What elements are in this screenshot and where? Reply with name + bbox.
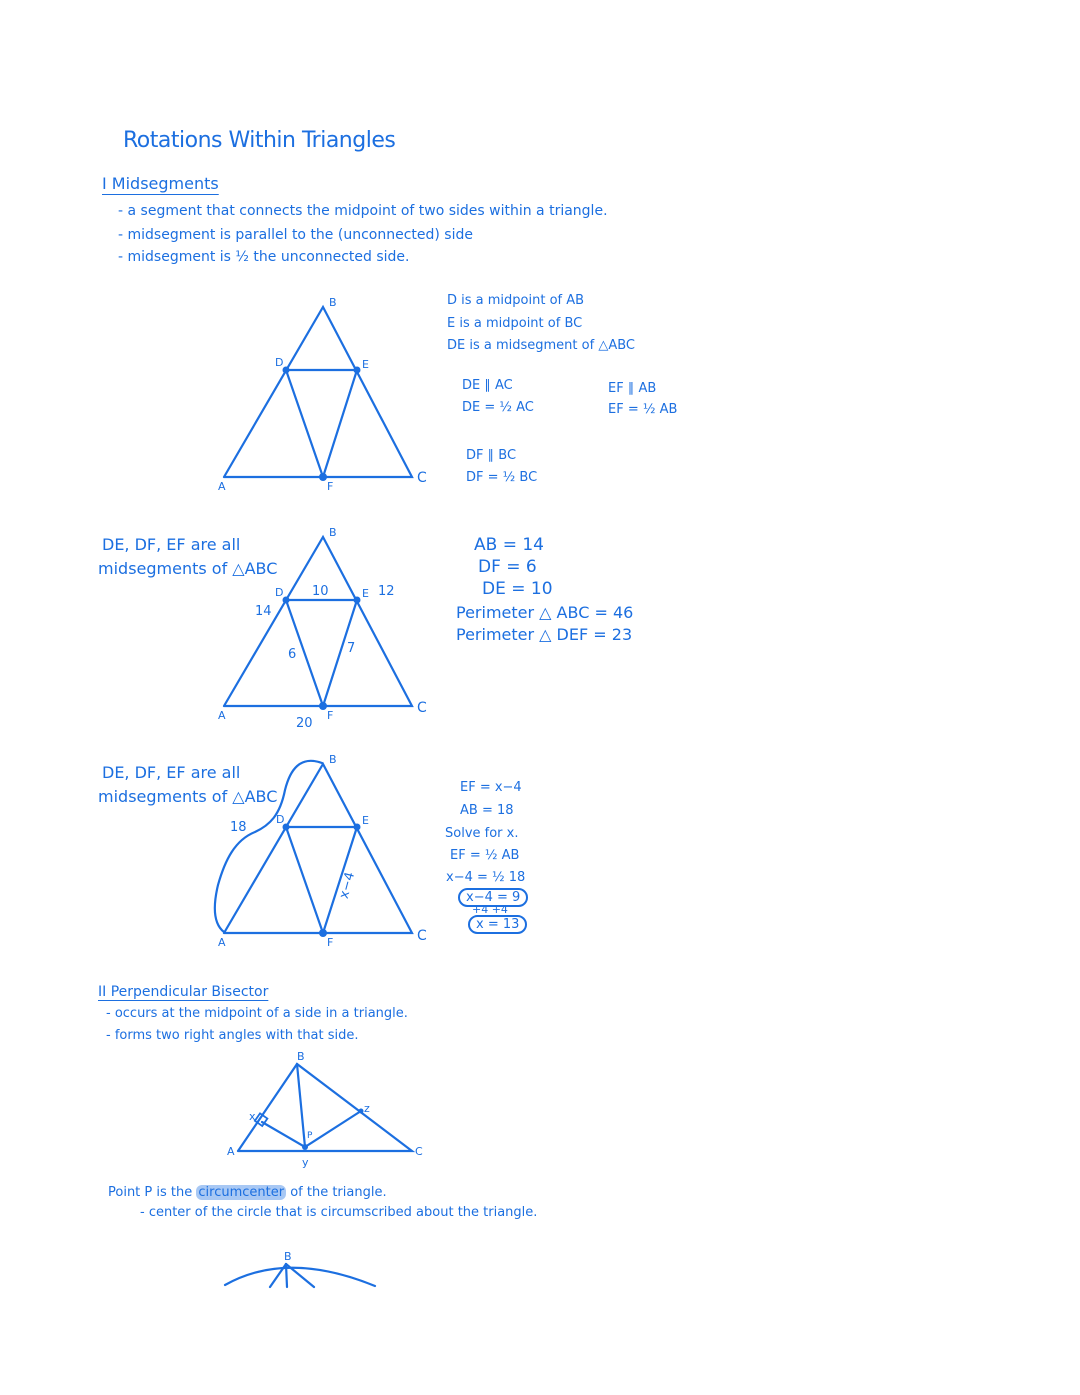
measure-de: 10	[312, 584, 329, 599]
point-label-p: P	[307, 1131, 313, 1141]
highlighted-term-circumcenter: circumcenter	[198, 1185, 285, 1200]
work-line-2: AB = 18	[460, 803, 514, 818]
vertex-label-c: C	[415, 1145, 423, 1158]
measure-ab: 18	[230, 820, 247, 835]
point-label-y: y	[302, 1156, 309, 1169]
bullet-parallel: - midsegment is parallel to the (unconnected) side	[118, 227, 473, 243]
vertex-label-a: A	[218, 936, 226, 949]
work-line-7: +4 +4	[472, 903, 508, 916]
vertex-label-c: C	[417, 928, 427, 944]
vertex-label-b: B	[284, 1250, 292, 1263]
work-line-5: x−4 = ½ 18	[446, 870, 526, 885]
triangle-figure-1	[224, 307, 412, 481]
perimeter-abc: Perimeter △ ABC = 46	[456, 603, 634, 622]
point-label-z: z	[364, 1102, 370, 1115]
measure-ef: x−4	[336, 870, 359, 901]
measure-ef: 7	[347, 641, 356, 656]
bullet-midpoint: - occurs at the midpoint of a side in a triangle.	[106, 1006, 408, 1021]
note-e-midpoint: E is a midpoint of BC	[447, 316, 583, 331]
vertex-label-c: C	[417, 700, 427, 716]
section-heading-perpendicular-bisector: II Perpendicular Bisector	[98, 984, 269, 1000]
vertex-label-a: A	[218, 480, 226, 493]
caption-midsegments-1: DE, DF, EF are all	[102, 763, 241, 782]
page-title: Rotations Within Triangles	[123, 128, 396, 153]
note-de-midsegment: DE is a midsegment of △ABC	[447, 338, 635, 353]
vertex-label-b: B	[329, 526, 337, 539]
fact-ef-half: EF = ½ AB	[608, 402, 678, 417]
section-heading-midsegments: I Midsegments	[102, 174, 219, 193]
bullet-half: - midsegment is ½ the unconnected side.	[118, 249, 410, 265]
work-line-1: EF = x−4	[460, 780, 522, 795]
caption-midsegments-2: midsegments of △ABC	[98, 787, 278, 806]
work-line-4: EF = ½ AB	[450, 848, 520, 863]
vertex-label-b: B	[329, 753, 337, 766]
vertex-label-d: D	[275, 586, 284, 599]
note-d-midpoint: D is a midpoint of AB	[447, 293, 585, 308]
vertex-label-c: C	[417, 470, 427, 486]
vertex-label-e: E	[362, 358, 369, 371]
fact-de-half: DE = ½ AC	[462, 400, 534, 415]
fact-de-parallel: DE ∥ AC	[462, 378, 513, 393]
vertex-label-b: B	[297, 1050, 305, 1063]
measure-df: 6	[288, 647, 297, 662]
vertex-label-b: B	[329, 296, 337, 309]
answer-x: x = 13	[468, 915, 527, 934]
given-ab: AB = 14	[474, 535, 544, 555]
circumcenter-definition: - center of the circle that is circumscribed about the triangle.	[140, 1205, 538, 1220]
vertex-label-f: F	[327, 936, 334, 949]
fact-df-half: DF = ½ BC	[466, 470, 538, 485]
work-line-3: Solve for x.	[445, 826, 519, 841]
vertex-label-a: A	[227, 1145, 235, 1158]
vertex-label-f: F	[327, 709, 334, 722]
caption-midsegments-1: DE, DF, EF are all	[102, 535, 241, 554]
measure-eb: 12	[378, 584, 395, 599]
vertex-label-e: E	[362, 587, 369, 600]
triangle-figure-4	[238, 1064, 412, 1151]
perimeter-def: Perimeter △ DEF = 23	[456, 625, 633, 644]
measure-ac: 20	[296, 716, 313, 731]
partial-figure-5	[225, 1264, 375, 1287]
measure-ad: 14	[255, 604, 272, 619]
vertex-label-f: F	[327, 480, 334, 493]
bullet-right-angles: - forms two right angles with that side.	[106, 1028, 359, 1043]
note-suffix: of the triangle.	[286, 1185, 387, 1200]
bullet-definition: - a segment that connects the midpoint of two sides within a triangle.	[118, 203, 608, 219]
given-df: DF = 6	[478, 557, 537, 577]
circumcenter-note	[108, 1185, 387, 1200]
fact-df-parallel: DF ∥ BC	[466, 448, 517, 463]
point-label-x: x	[249, 1110, 256, 1123]
fact-ef-parallel: EF ∥ AB	[608, 381, 657, 396]
given-de: DE = 10	[482, 579, 553, 599]
vertex-label-d: D	[276, 813, 285, 826]
vertex-label-a: A	[218, 709, 226, 722]
vertex-label-d: D	[275, 356, 284, 369]
note-prefix: Point P is the	[108, 1185, 197, 1200]
caption-midsegments-2: midsegments of △ABC	[98, 559, 278, 578]
work-line-6: x−4 = 9	[458, 888, 528, 907]
vertex-label-e: E	[362, 814, 369, 827]
